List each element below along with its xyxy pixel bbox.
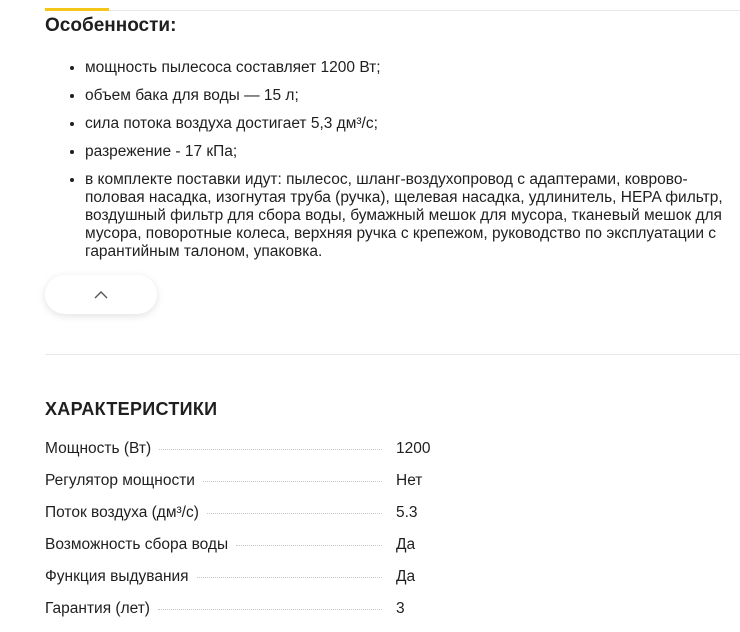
dotted-leader [159, 449, 382, 450]
feature-item: • мощность пылесоса составляет 1200 Вт; [85, 58, 735, 77]
dotted-leader [197, 577, 382, 578]
specs-title: ХАРАКТЕРИСТИКИ [45, 399, 218, 419]
active-tab-indicator [45, 8, 109, 11]
dotted-leader [158, 609, 382, 610]
spec-value: Да [396, 536, 416, 553]
spec-value: Да [396, 568, 416, 585]
spec-value: Нет [396, 472, 423, 489]
top-divider [45, 10, 740, 11]
chevron-up-icon [94, 287, 108, 302]
spec-name: Мощность (Вт) [45, 440, 152, 457]
spec-value: 5.3 [396, 504, 418, 521]
spec-value: 1200 [396, 440, 431, 457]
collapse-description-button[interactable] [45, 275, 157, 314]
spec-row [45, 536, 485, 568]
dotted-leader [207, 513, 382, 514]
feature-item: • сила потока воздуха достигает 5,3 дм³/с; [85, 114, 735, 133]
spec-name: Возможность сбора воды [45, 536, 229, 553]
spec-row [45, 600, 485, 632]
spec-name: Поток воздуха (дм³/с) [45, 504, 199, 521]
features-list [45, 58, 735, 270]
section-divider [45, 354, 740, 355]
spec-row [45, 504, 485, 536]
spec-value: 3 [396, 600, 405, 617]
feature-item: • в комплекте поставки идут: пылесос, шланг-воздухопровод с адаптерами, коврово-половая насадка, изогнутая труба (ручка), щелевая насадка, удлинитель, HEPA фильтр, воздушный фильтр для сбора воды, бумажный мешок для мусора, тканевый мешок для мусора, поворотные колеса, верхняя ручка с крепежом, руководство по эксплуатации с гарантийным талоном, упаковка. [85, 170, 735, 261]
spec-name: Функция выдувания [45, 568, 189, 585]
spec-name: Регулятор мощности [45, 472, 195, 489]
spec-row [45, 472, 485, 504]
specs-table [45, 440, 485, 632]
features-title: Особенности: [45, 15, 177, 36]
dotted-leader [203, 481, 382, 482]
spec-row [45, 568, 485, 600]
feature-item: • разрежение - 17 кПа; [85, 142, 735, 161]
feature-item: • объем бака для воды — 15 л; [85, 86, 735, 105]
spec-row [45, 440, 485, 472]
spec-name: Гарантия (лет) [45, 600, 150, 617]
dotted-leader [236, 545, 382, 546]
